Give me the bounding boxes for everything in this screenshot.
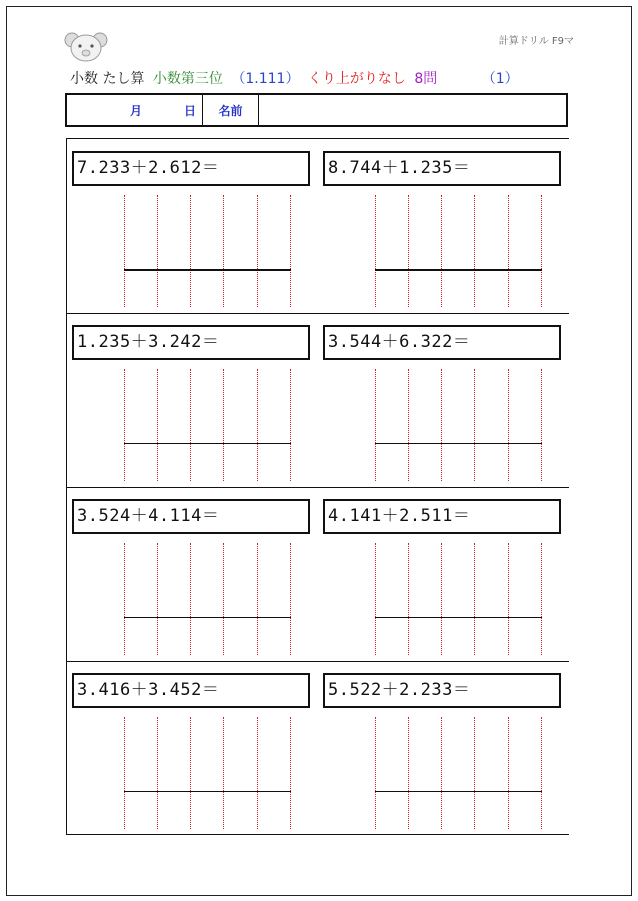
title-range: （1.111）: [231, 71, 300, 87]
answer-rule: [375, 791, 542, 792]
answer-rule: [375, 617, 542, 618]
title-condition: くり上がりなし: [307, 71, 406, 87]
column-guide-line: [290, 369, 291, 481]
column-guide-line: [223, 543, 224, 655]
date-field[interactable]: [67, 95, 203, 125]
column-guide-line: [157, 369, 158, 481]
column-guide-line: [375, 543, 376, 655]
column-guide-line: [257, 369, 258, 481]
column-guide-line: [157, 717, 158, 829]
equation-box: 4.141＋2.511＝: [323, 499, 561, 534]
answer-rule: [124, 791, 291, 792]
column-guide-line: [223, 369, 224, 481]
column-guide-line: [290, 717, 291, 829]
column-guide-line: [124, 543, 125, 655]
column-guide-line: [474, 717, 475, 829]
worksheet-title: [70, 68, 570, 88]
column-guide-line: [408, 543, 409, 655]
equation-box: 3.416＋3.452＝: [72, 673, 310, 708]
work-area[interactable]: [375, 195, 542, 307]
work-area[interactable]: [124, 717, 291, 829]
column-guide-line: [408, 195, 409, 307]
column-guide-line: [190, 369, 191, 481]
answer-rule: [375, 443, 542, 444]
problem-card: [72, 325, 310, 499]
answer-rule: [124, 269, 291, 271]
column-guide-line: [375, 369, 376, 481]
brand-label: 計算ドリル F9マ: [498, 36, 574, 47]
answer-rule: [124, 617, 291, 618]
title-count: 8問: [414, 71, 438, 87]
column-guide-line: [541, 543, 542, 655]
problem-card: [323, 325, 561, 499]
equation-box: 3.544＋6.322＝: [323, 325, 561, 360]
work-area[interactable]: [375, 717, 542, 829]
column-guide-line: [290, 195, 291, 307]
title-number: （1）: [481, 71, 519, 87]
column-guide-line: [223, 717, 224, 829]
name-field[interactable]: [259, 95, 566, 125]
work-area[interactable]: [375, 369, 542, 481]
column-guide-line: [157, 543, 158, 655]
answer-rule: [375, 269, 542, 271]
column-guide-line: [508, 369, 509, 481]
name-date-box: [65, 93, 568, 127]
problem-card: [72, 151, 310, 325]
column-guide-line: [541, 369, 542, 481]
column-guide-line: [408, 369, 409, 481]
bear-face-icon: [64, 32, 108, 62]
column-guide-line: [508, 543, 509, 655]
column-guide-line: [441, 369, 442, 481]
problem-card: [72, 499, 310, 673]
column-guide-line: [474, 369, 475, 481]
column-guide-line: [375, 717, 376, 829]
column-guide-line: [257, 543, 258, 655]
column-guide-line: [541, 195, 542, 307]
column-guide-line: [257, 717, 258, 829]
work-area[interactable]: [124, 543, 291, 655]
column-guide-line: [474, 195, 475, 307]
column-guide-line: [223, 195, 224, 307]
column-guide-line: [190, 543, 191, 655]
equation-box: 5.522＋2.233＝: [323, 673, 561, 708]
work-area[interactable]: [124, 369, 291, 481]
problem-card: [323, 151, 561, 325]
column-guide-line: [474, 543, 475, 655]
column-guide-line: [124, 195, 125, 307]
title-sub: 小数第三位: [152, 71, 223, 87]
column-guide-line: [124, 717, 125, 829]
equation-box: 7.233＋2.612＝: [72, 151, 310, 186]
column-guide-line: [441, 195, 442, 307]
column-guide-line: [190, 717, 191, 829]
answer-rule: [124, 443, 291, 444]
column-guide-line: [190, 195, 191, 307]
equation-box: 3.524＋4.114＝: [72, 499, 310, 534]
title-main: 小数 たし算: [70, 71, 145, 87]
column-guide-line: [541, 717, 542, 829]
work-area[interactable]: [375, 543, 542, 655]
column-guide-line: [508, 195, 509, 307]
column-guide-line: [375, 195, 376, 307]
equation-box: 8.744＋1.235＝: [323, 151, 561, 186]
column-guide-line: [257, 195, 258, 307]
day-label: 日: [183, 103, 196, 118]
problem-card: [72, 673, 310, 847]
column-guide-line: [508, 717, 509, 829]
column-guide-line: [441, 717, 442, 829]
work-area[interactable]: [124, 195, 291, 307]
name-label: 名前: [203, 95, 259, 125]
problem-card: [323, 499, 561, 673]
column-guide-line: [408, 717, 409, 829]
equation-box: 1.235＋3.242＝: [72, 325, 310, 360]
column-guide-line: [290, 543, 291, 655]
problem-card: [323, 673, 561, 847]
column-guide-line: [124, 369, 125, 481]
column-guide-line: [157, 195, 158, 307]
column-guide-line: [441, 543, 442, 655]
month-label: 月: [129, 103, 142, 118]
